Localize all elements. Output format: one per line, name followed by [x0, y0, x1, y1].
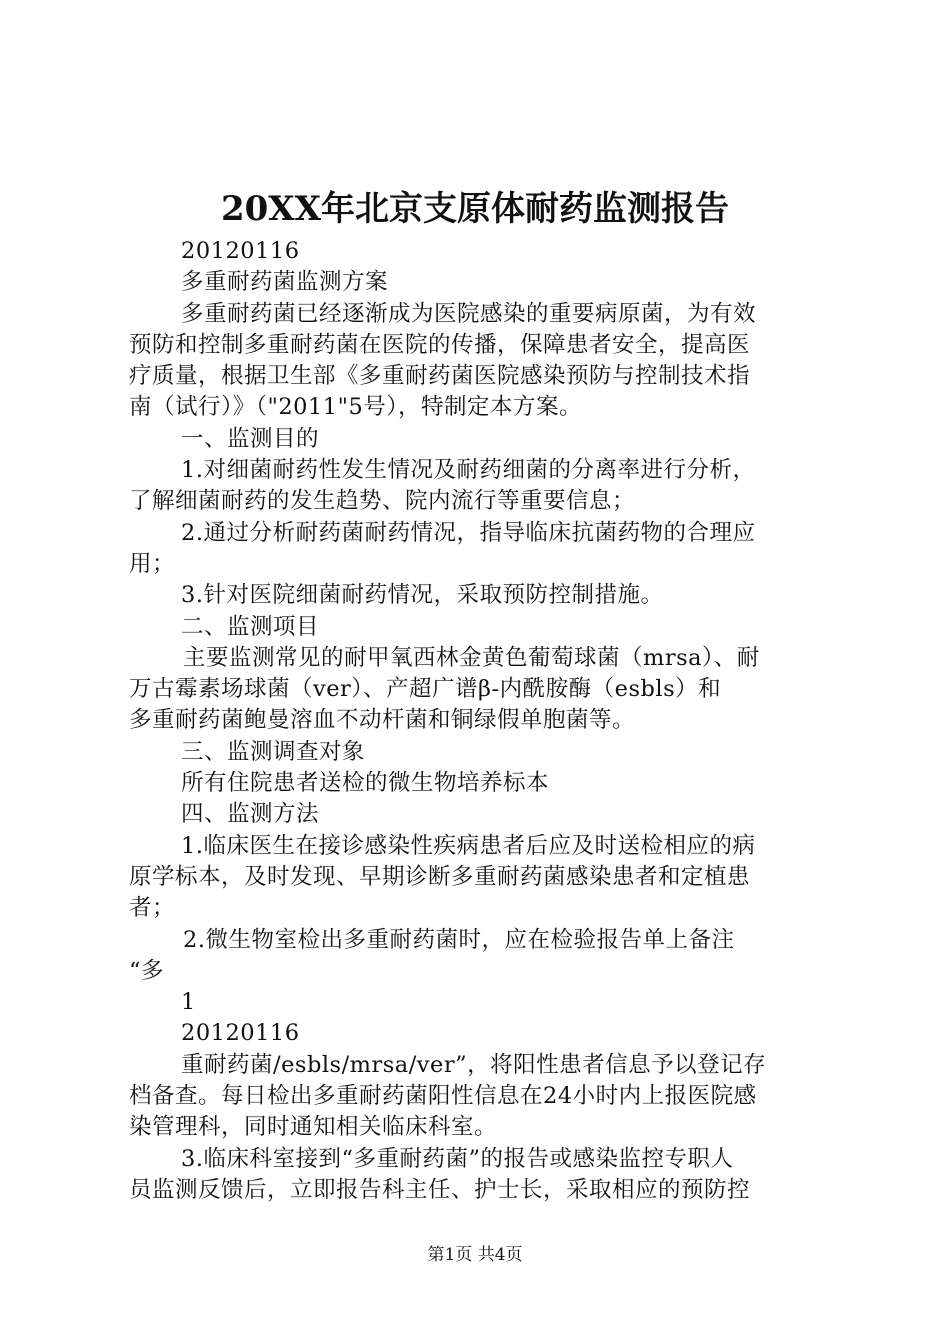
paragraph-line: 原学标本，及时发现、早期诊断多重耐药菌感染患者和定植患 — [129, 863, 751, 890]
document-title: 20XX年北京支原体耐药监测报告 — [220, 189, 730, 229]
paragraph-line: 2.微生物室检出多重耐药菌时，应在检验报告单上备注 — [183, 926, 735, 953]
section-heading: 多重耐药菌监测方案 — [181, 269, 389, 296]
paragraph-line: 档备查。每日检出多重耐药菌阳性信息在24小时内上报医院感 — [129, 1083, 757, 1110]
section-heading: 四、监测方法 — [181, 801, 320, 828]
paragraph-line: 3.临床科室接到“多重耐药菌”的报告或感染监控专职人 — [181, 1145, 734, 1172]
paragraph-line: 多重耐药菌鲍曼溶血不动杆菌和铜绿假单胞菌等。 — [129, 707, 636, 734]
paragraph-line: 员监测反馈后，立即报告科主任、护士长，采取相应的预防控 — [129, 1176, 751, 1203]
date-line: 20120116 — [181, 1020, 300, 1047]
paragraph-line: 预防和控制多重耐药菌在医院的传播，保障患者安全，提高医 — [129, 331, 751, 358]
paragraph-line: 疗质量，根据卫生部《多重耐药菌医院感染预防与控制技术指 — [129, 363, 751, 390]
paragraph-line: 1.临床医生在接诊感染性疾病患者后应及时送检相应的病 — [181, 832, 756, 859]
paragraph-line: 染管理科，同时通知相关临床科室。 — [129, 1114, 498, 1141]
paragraph-line: 2.通过分析耐药菌耐药情况，指导临床抗菌药物的合理应 — [181, 519, 756, 546]
paragraph-line: 用； — [129, 550, 176, 577]
page-footer: 第1页 共4页 — [427, 1245, 523, 1265]
date-line: 20120116 — [181, 238, 300, 264]
paragraph-line: 了解细菌耐药的发生趋势、院内流行等重要信息； — [129, 488, 636, 515]
paragraph-line: 主要监测常见的耐甲氧西林金黄色葡萄球菌（mrsa）、耐 — [183, 644, 760, 671]
page-number-inline: 1 — [181, 989, 196, 1016]
paragraph-line: 南（试行）》（"2011"5号），特制定本方案。 — [129, 394, 583, 421]
document-body — [129, 236, 833, 1206]
paragraph-line: 多重耐药菌已经逐渐成为医院感染的重要病原菌，为有效 — [181, 300, 757, 327]
paragraph-line: 1.对细菌耐药性发生情况及耐药细菌的分离率进行分析， — [181, 457, 756, 484]
paragraph-line: 者； — [129, 895, 176, 922]
paragraph-line: 重耐药菌/esbls/mrsa/ver”，将阳性患者信息予以登记存 — [181, 1051, 767, 1078]
paragraph-line: 万古霉素场球菌（ver）、产超广谱β-内酰胺酶（esbls）和 — [129, 676, 722, 703]
paragraph-line: 所有住院患者送检的微生物培养标本 — [181, 770, 550, 797]
section-heading: 二、监测项目 — [181, 613, 320, 640]
section-heading: 三、监测调查对象 — [181, 738, 366, 765]
section-heading: 一、监测目的 — [181, 425, 320, 452]
paragraph-line: 3.针对医院细菌耐药情况，采取预防控制措施。 — [181, 582, 664, 609]
paragraph-line: “多 — [129, 957, 165, 984]
